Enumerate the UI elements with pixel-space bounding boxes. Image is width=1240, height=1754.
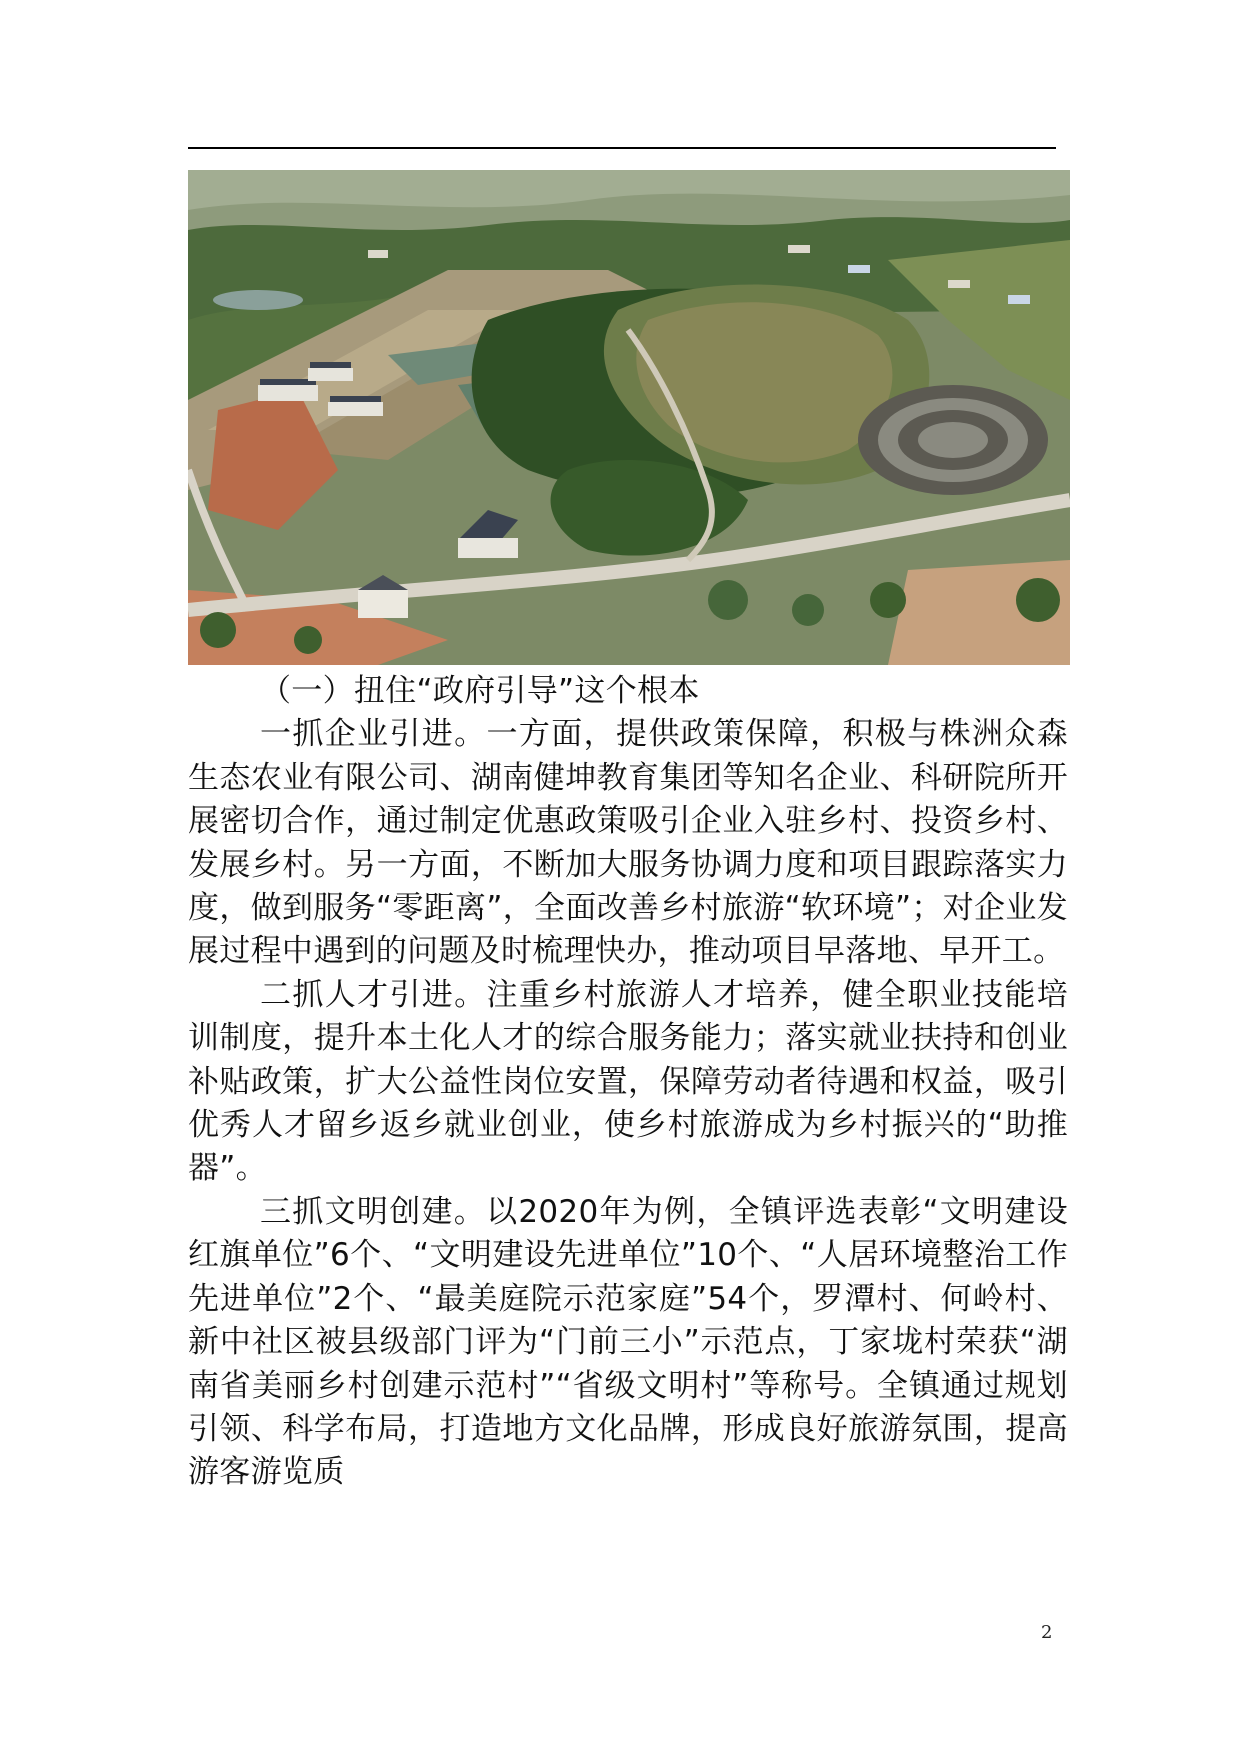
page-number: 2 <box>1041 1622 1053 1643</box>
aerial-photo-illustration <box>188 170 1070 665</box>
header-rule <box>188 147 1056 149</box>
body-text <box>188 670 1068 1495</box>
paragraph-talent-introduction: 二抓人才引进。注重乡村旅游人才培养，健全职业技能培训制度，提升本土化人才的综合服务能力；落实就业扶持和创业补贴政策，扩大公益性岗位安置，保障劳动者待遇和权益，吸引优秀人才留乡返乡就业创业，使乡村旅游成为乡村振兴的“助推器”。 <box>188 976 1068 1187</box>
aerial-village-photo <box>188 170 1070 665</box>
paragraph-civilization-creation: 三抓文明创建。以2020年为例，全镇评选表彰“文明建设红旗单位”6个、“文明建设先进单位”10个、“人居环境整治工作先进单位”2个、“最美庭院示范家庭”54个，罗潭村、何岭村、新中社区被县级部门评为“门前三小”示范点，丁家垅村荣获“湖南省美丽乡村创建示范村”“省级文明村”等称号。全镇通过规划引领、科学布局，打造地方文化品牌，形成良好旅游氛围，提高游客游览质 <box>188 1193 1068 1491</box>
section-heading: （一）扭住“政府引导”这个根本 <box>260 673 700 709</box>
paragraph-enterprise-introduction: 一抓企业引进。一方面，提供政策保障，积极与株洲众森生态农业有限公司、湖南健坤教育集团等知名企业、科研院所开展密切合作，通过制定优惠政策吸引企业入驻乡村、投资乡村、发展乡村。另一方面，不断加大服务协调力度和项目跟踪落实力度，做到服务“零距离”，全面改善乡村旅游“软环境”；对企业发展过程中遇到的问题及时梳理快办，推动项目早落地、早开工。 <box>188 716 1068 970</box>
